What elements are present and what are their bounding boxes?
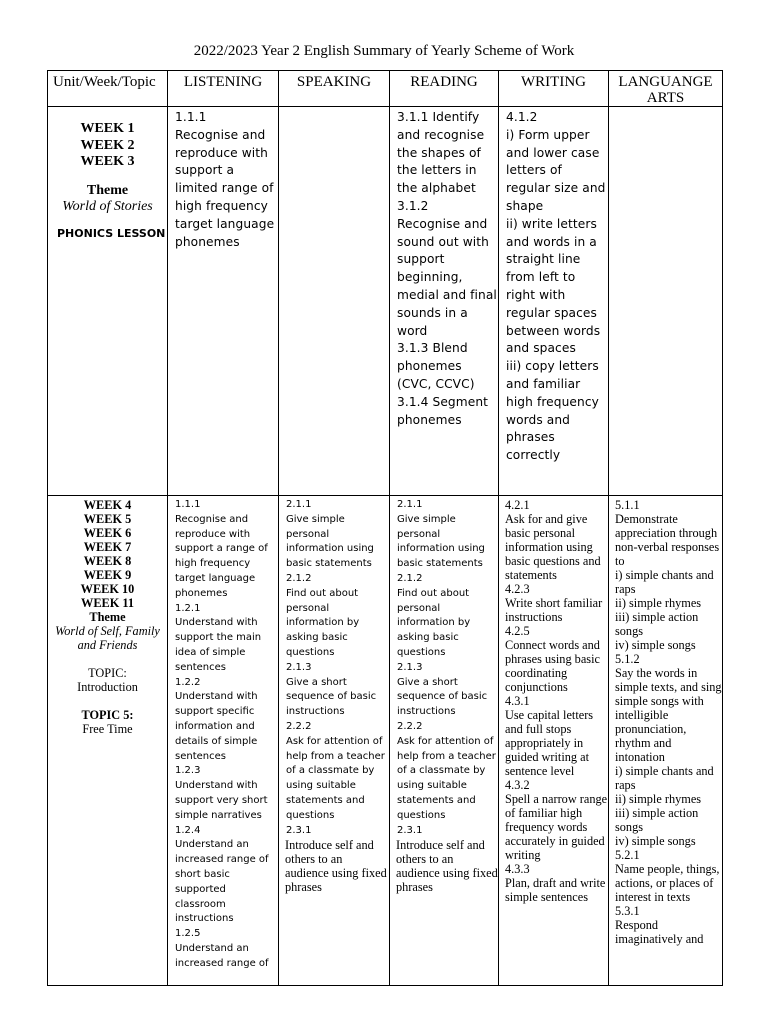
- header-writing: WRITING: [499, 71, 609, 107]
- writing-text: 4.2.1 Ask for and give basic personal information using basic questions and statements 4.2.3 Write short familiar instructions 4.2.5 Connect words and phrases using basic coordinating conjunctions 4.3.1 Use capital letters and full stops appropriately in guided writing at sentence level 4.3.2 Spell a narrow range of familiar high frequency words accurately in guided writing 4.3.3 Plan, draft and write simple sentences: [505, 498, 608, 904]
- listening-cell: [168, 496, 279, 986]
- header-unit: Unit/Week/Topic: [48, 71, 168, 107]
- table-row: [48, 496, 723, 986]
- week-label: WEEK 6: [83, 526, 132, 540]
- week-label: WEEK 4: [83, 498, 132, 512]
- header-listening: LISTENING: [168, 71, 279, 107]
- writing-text: 4.1.2 i) Form upper and lower case letters of regular size and shape ii) write letters and words in a straight line from left to right with regular spaces between words and spaces iii) copy letters and familiar high frequency words and phrases correctly: [506, 110, 606, 463]
- week-label: WEEK 10: [80, 582, 135, 596]
- speaking-text: [279, 107, 389, 109]
- reading-text-serif: Introduce self and others to an audience using fixed phrases: [396, 838, 498, 895]
- week-label: WEEK 5: [83, 512, 132, 526]
- unit-cell: [48, 496, 168, 986]
- speaking-text: 2.1.1 Give simple personal information using basic statements 2.1.2 Find out about personal information by asking basic questions 2.1.3 Give a short sequence of basic instructions 2.2.2 Ask for attention of help from a teacher of a classmate by using suitable statements and questions 2.3.1: [286, 499, 385, 836]
- week-label: WEEK 2: [80, 137, 135, 153]
- lesson-label: PHONICS LESSON: [57, 226, 166, 240]
- header-speaking: SPEAKING: [279, 71, 390, 107]
- topic5-name: Free Time: [82, 722, 133, 736]
- speaking-cell: [279, 496, 390, 986]
- topic5-label: TOPIC 5:: [81, 708, 134, 722]
- week-label: WEEK 1: [80, 121, 135, 136]
- reading-cell: [390, 496, 499, 986]
- language-arts-text: 5.1.1 Demonstrate appreciation through non-verbal responses to i) simple chants and raps ii) simple rhymes iii) simple action songs iv) simple songs 5.1.2 Say the words in simple texts, and sing simple songs with intelligible pronunciation, rhythm and intonation i) simple chants and raps ii) simple rhymes iii) simple action songs iv) simple songs 5.2.1 Name people, things, actions, or places of interest in texts 5.3.1 Respond imaginatively and: [615, 498, 722, 946]
- language-arts-text: [609, 107, 722, 109]
- listening-cell: [168, 107, 279, 496]
- speaking-text-serif: Introduce self and others to an audience using fixed phrases: [285, 838, 387, 895]
- reading-text: 3.1.1 Identify and recognise the shapes of the letters in the alphabet 3.1.2 Recognise and sound out with support beginning, medial and final sounds in a word 3.1.3 Blend phonemes (CVC, CCVC) 3.1.4 Segment phonemes: [397, 110, 497, 427]
- language-arts-cell: [609, 496, 723, 986]
- language-arts-cell: [609, 107, 723, 496]
- table-row: [48, 107, 723, 496]
- theme-label: Theme: [86, 182, 129, 198]
- header-row: [48, 71, 723, 107]
- scheme-table: [47, 70, 723, 986]
- writing-cell: [499, 107, 609, 496]
- theme-name: World of Stories: [62, 198, 153, 214]
- header-reading: READING: [390, 71, 499, 107]
- week-label: WEEK 11: [81, 596, 134, 610]
- theme-label: Theme: [89, 610, 126, 624]
- speaking-cell: [279, 107, 390, 496]
- document-title: 2022/2023 Year 2 English Summary of Yearly Scheme of Work: [193, 43, 575, 59]
- reading-text: 2.1.1 Give simple personal information using basic statements 2.1.2 Find out about personal information by asking basic questions 2.1.3 Give a short sequence of basic instructions 2.2.2 Ask for attention of help from a teacher of a classmate by using suitable statements and questions 2.3.1: [397, 499, 496, 836]
- week-label: WEEK 9: [83, 568, 132, 582]
- week-label: WEEK 8: [83, 554, 132, 568]
- theme-name: World of Self, Family and Friends: [55, 624, 160, 652]
- topic-name: Introduction: [77, 680, 138, 694]
- listening-text: 1.1.1 Recognise and reproduce with support a range of high frequency target language phonemes 1.2.1 Understand with support the main idea of simple sentences 1.2.2 Understand with support specific information and details of simple sentences 1.2.3 Understand with support very short simple narratives 1.2.4 Understand an increased range of short basic supported classroom instructions 1.2.5 Understand an increased range of: [175, 499, 269, 969]
- header-language-arts: LANGUANGE ARTS: [609, 71, 723, 107]
- topic-label: TOPIC:: [88, 666, 127, 680]
- reading-cell: [390, 107, 499, 496]
- week-label: WEEK 7: [83, 540, 132, 554]
- week-label: WEEK 3: [80, 154, 135, 169]
- writing-cell: [499, 496, 609, 986]
- listening-text: 1.1.1 Recognise and reproduce with support a limited range of high frequency target language phonemes: [175, 110, 275, 249]
- unit-cell: [48, 107, 168, 496]
